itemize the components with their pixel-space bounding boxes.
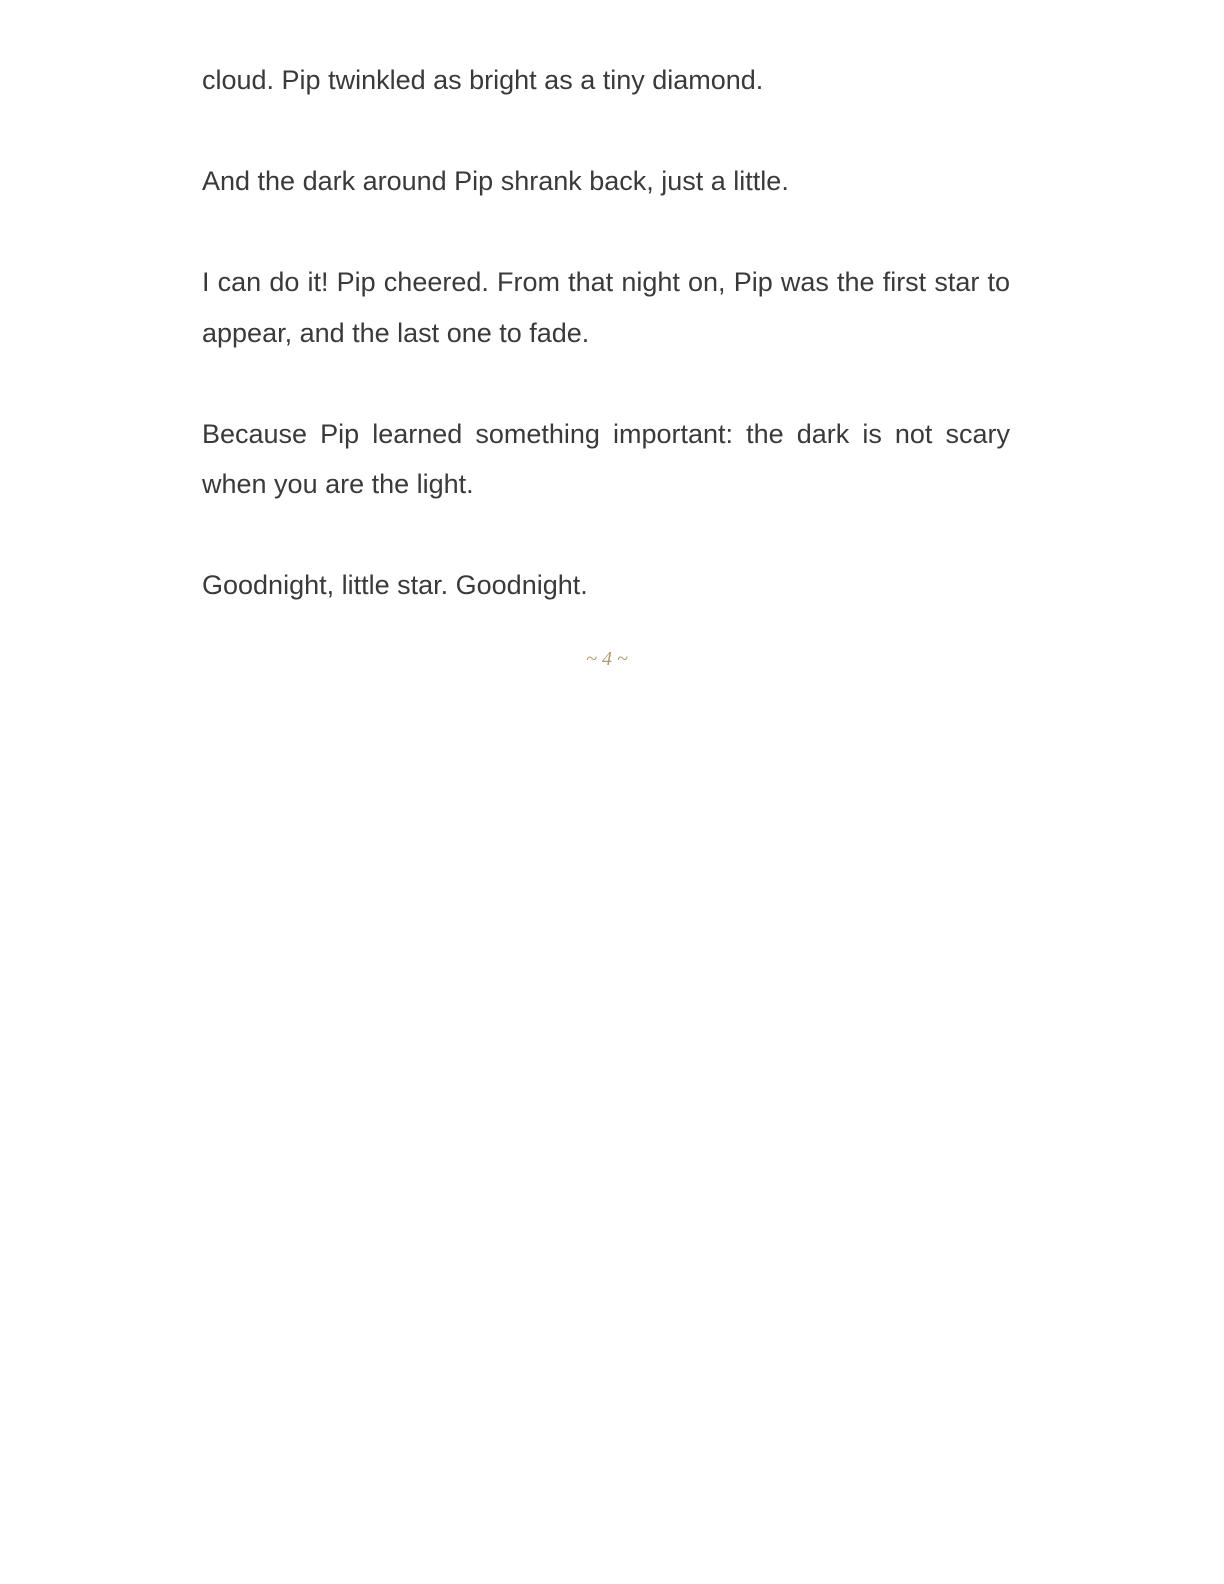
story-paragraph-3: I can do it! Pip cheered. From that night on, Pip was the first star to appear, and the last one to fade.	[202, 267, 1010, 348]
page-number: ~ 4 ~	[586, 648, 628, 670]
story-paragraph-5: Goodnight, little star. Goodnight.	[202, 570, 588, 600]
story-text	[202, 55, 1010, 611]
story-paragraph-4: Because Pip learned something important: the dark is not scary when you are the light.	[202, 418, 1010, 499]
story-paragraph-2: And the dark around Pip shrank back, just a little.	[202, 166, 789, 196]
story-paragraph-1: cloud. Pip twinkled as bright as a tiny diamond.	[202, 65, 764, 95]
